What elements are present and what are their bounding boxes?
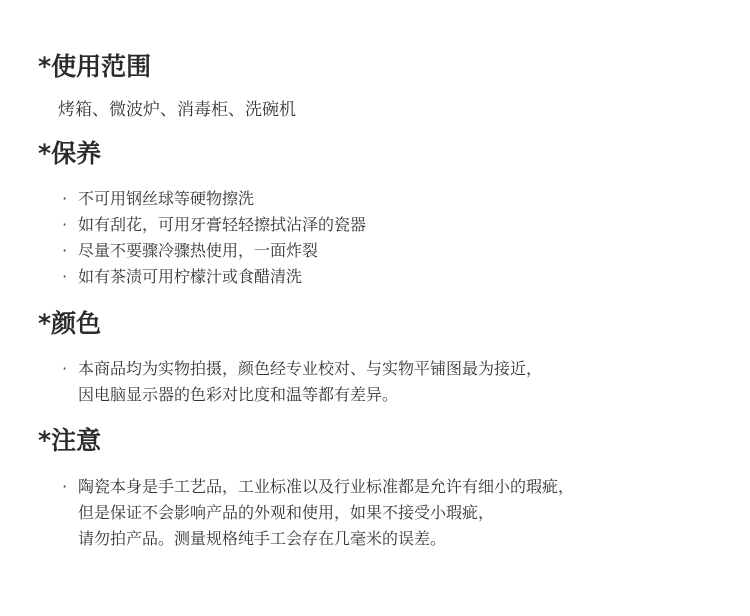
notice-heading: *注意 [38,426,102,455]
usage-heading: *使用范围 [38,52,152,81]
care-item-text: 如有茶渍可用柠檬汁或食醋清洗 [78,267,303,286]
bullet-dot-icon: · [62,241,68,260]
care-list [62,186,366,290]
color-paragraph [62,356,542,408]
bullet-dot-icon: · [62,189,68,208]
care-item-text: 如有刮花，可用牙膏轻轻擦拭沾泽的瓷器 [78,215,367,234]
color-line [62,382,542,408]
care-item-text: 不可用钢丝球等硬物擦洗 [78,189,255,208]
notice-line [62,500,574,526]
notice-line-text: 陶瓷本身是手工艺品，工业标准以及行业标准都是允许有细小的瑕疵， [78,477,575,496]
list-item [62,238,366,264]
notice-line [62,474,574,500]
notice-line-text: 但是保证不会影响产品的外观和使用，如果不接受小瑕疵， [78,503,495,522]
bullet-dot-icon: · [62,267,68,286]
care-item-text: 尽量不要骤冷骤热使用，一面炸裂 [78,241,319,260]
bullet-dot-icon: · [62,215,68,234]
notice-line [62,526,574,552]
bullet-dot-icon: · [62,359,68,378]
notice-paragraph [62,474,574,552]
care-heading: *保养 [38,139,102,168]
notice-line-text: 请勿拍产品。测量规格纯手工会存在几毫米的误差。 [78,529,447,548]
bullet-dot-icon: · [62,477,68,496]
usage-text: 烤箱、微波炉、消毒柜、洗碗机 [58,100,296,120]
list-item [62,186,366,212]
list-item [62,212,366,238]
color-heading: *颜色 [38,309,102,338]
list-item [62,264,366,290]
color-line-text: 本商品均为实物拍摄，颜色经专业校对、与实物平铺图最为接近， [78,359,543,378]
color-line [62,356,542,382]
color-line-text: 因电脑显示器的色彩对比度和温等都有差异。 [78,385,399,404]
